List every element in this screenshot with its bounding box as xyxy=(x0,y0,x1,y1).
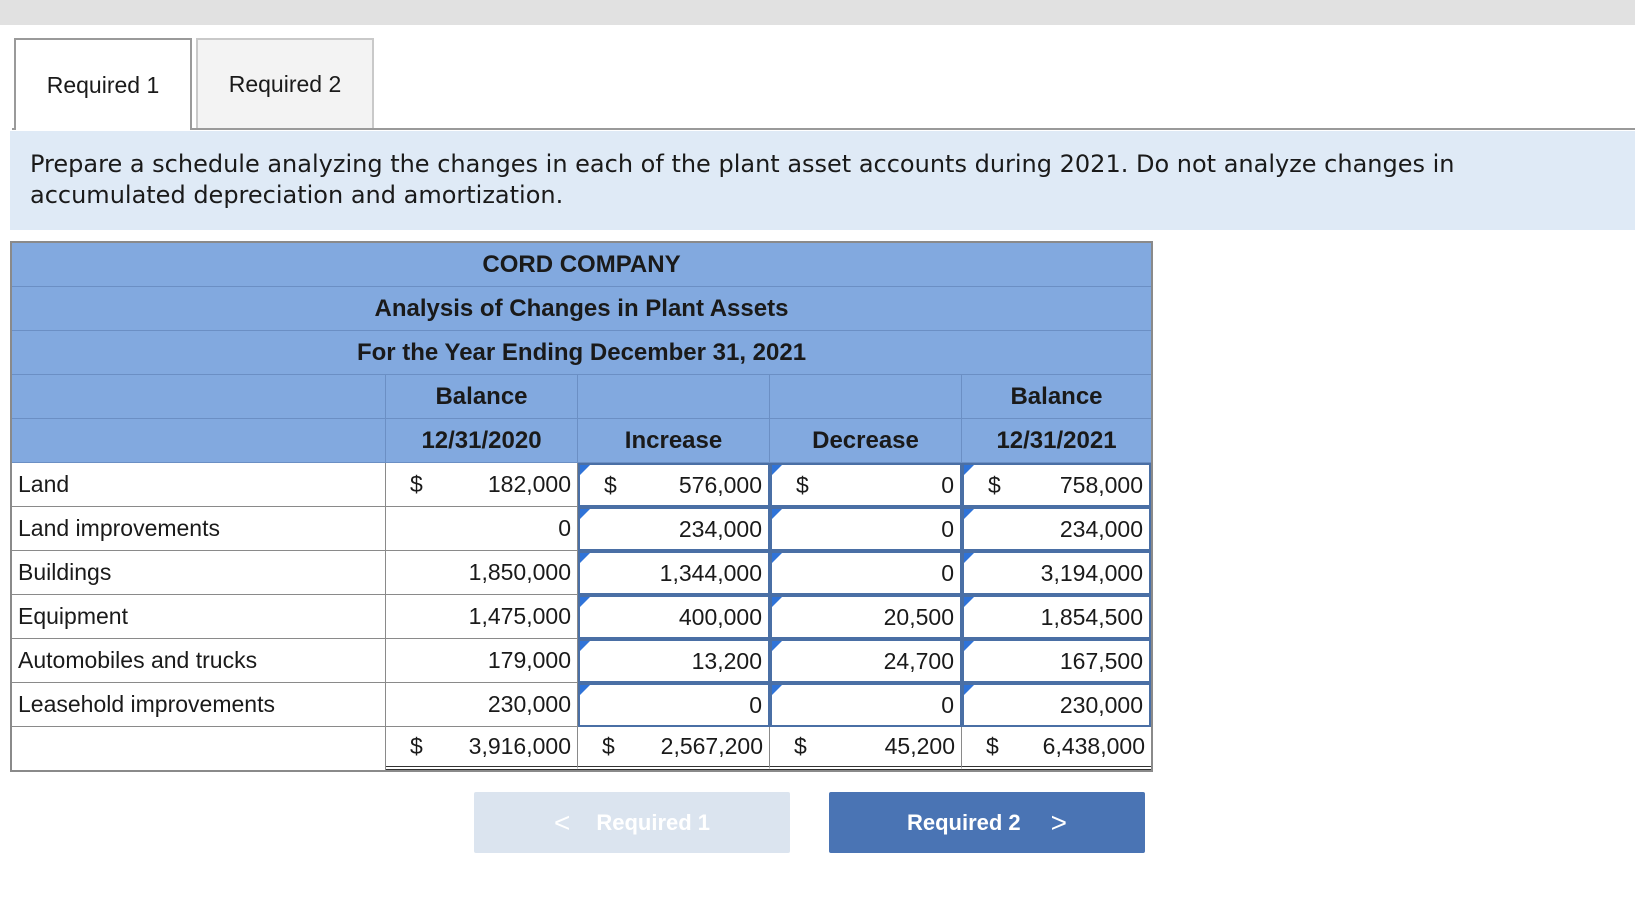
cell-marker-icon xyxy=(580,553,590,563)
currency-symbol: $ xyxy=(410,733,423,759)
total-increase xyxy=(578,727,770,770)
total-balance-2020-value: 3,916,000 xyxy=(468,733,571,759)
decrease-input[interactable] xyxy=(770,507,962,551)
cell-marker-icon xyxy=(772,553,782,563)
cell-marker-icon xyxy=(772,597,782,607)
prev-required-button[interactable] xyxy=(474,792,790,853)
increase-input[interactable] xyxy=(578,639,770,683)
header-balance-2020-top: Balance xyxy=(386,375,578,419)
cell-marker-icon xyxy=(964,553,974,563)
decrease-value: 0 xyxy=(941,691,954,718)
balance-2020-cell xyxy=(386,507,578,551)
schedule-table xyxy=(10,241,1153,772)
balance-2021-input[interactable] xyxy=(962,507,1151,551)
decrease-input[interactable] xyxy=(770,551,962,595)
row-label-equipment: Equipment xyxy=(12,595,386,639)
decrease-value: 0 xyxy=(941,515,954,542)
cell-marker-icon xyxy=(772,465,782,475)
chevron-right-icon: > xyxy=(1050,806,1068,838)
total-balance-2020 xyxy=(386,727,578,770)
next-button-label: Required 2 xyxy=(906,809,1021,835)
decrease-value: 24,700 xyxy=(883,647,954,674)
instruction-text: Prepare a schedule analyzing the changes in each of the plant asset accounts during 2021. Do not analyze changes in accumulated depreciation and amortization. xyxy=(10,131,1635,230)
increase-input[interactable] xyxy=(578,463,770,507)
decrease-value: 0 xyxy=(941,471,954,498)
increase-value: 13,200 xyxy=(691,647,762,674)
balance-2021-value: 3,194,000 xyxy=(1040,559,1143,586)
cell-marker-icon xyxy=(772,509,782,519)
header-label-blank-2 xyxy=(12,419,386,463)
prev-button-label: Required 1 xyxy=(596,809,711,835)
cell-marker-icon xyxy=(964,465,974,475)
header-balance-2021-top: Balance xyxy=(962,375,1151,419)
balance-2020-cell xyxy=(386,639,578,683)
decrease-input[interactable] xyxy=(770,595,962,639)
header-balance-2020: 12/31/2020 xyxy=(386,419,578,463)
currency-symbol: $ xyxy=(602,733,615,759)
balance-2021-input[interactable] xyxy=(962,463,1151,507)
balance-2021-input[interactable] xyxy=(962,551,1151,595)
tab-required-1[interactable]: Required 1 xyxy=(14,38,192,130)
cell-marker-icon xyxy=(580,641,590,651)
balance-2020-value: 1,475,000 xyxy=(468,603,571,629)
next-required-button[interactable] xyxy=(829,792,1145,853)
increase-value: 576,000 xyxy=(678,471,762,498)
schedule-period: For the Year Ending December 31, 2021 xyxy=(12,331,1151,375)
row-label-automobiles-and-trucks: Automobiles and trucks xyxy=(12,639,386,683)
balance-2020-cell xyxy=(386,683,578,727)
total-increase-value: 2,567,200 xyxy=(660,733,763,759)
cell-marker-icon xyxy=(580,685,590,695)
cell-marker-icon xyxy=(964,509,974,519)
currency-symbol: $ xyxy=(794,733,807,759)
balance-2021-value: 167,500 xyxy=(1059,647,1143,674)
balance-2020-cell xyxy=(386,463,578,507)
header-increase-top xyxy=(578,375,770,419)
totals-label-blank xyxy=(12,727,386,770)
header-decrease: Decrease xyxy=(770,419,962,463)
top-bar xyxy=(0,0,1635,25)
balance-2020-value: 182,000 xyxy=(487,471,571,497)
cell-marker-icon xyxy=(964,597,974,607)
row-label-land: Land xyxy=(12,463,386,507)
balance-2020-cell xyxy=(386,595,578,639)
cell-marker-icon xyxy=(772,641,782,651)
cell-marker-icon xyxy=(772,685,782,695)
currency-symbol: $ xyxy=(796,471,809,498)
balance-2021-value: 758,000 xyxy=(1059,471,1143,498)
balance-2020-value: 0 xyxy=(558,515,571,541)
decrease-value: 0 xyxy=(941,559,954,586)
increase-input[interactable] xyxy=(578,683,770,727)
cell-marker-icon xyxy=(964,641,974,651)
header-decrease-top xyxy=(770,375,962,419)
balance-2020-value: 179,000 xyxy=(487,647,571,673)
header-label-blank xyxy=(12,375,386,419)
decrease-input[interactable] xyxy=(770,463,962,507)
decrease-input[interactable] xyxy=(770,683,962,727)
balance-2021-input[interactable] xyxy=(962,683,1151,727)
increase-value: 234,000 xyxy=(678,515,762,542)
increase-value: 400,000 xyxy=(678,603,762,630)
increase-value: 0 xyxy=(749,691,762,718)
total-decrease-value: 45,200 xyxy=(884,733,955,759)
currency-symbol: $ xyxy=(988,471,1001,498)
balance-2021-input[interactable] xyxy=(962,639,1151,683)
cell-marker-icon xyxy=(964,685,974,695)
header-increase: Increase xyxy=(578,419,770,463)
company-name: CORD COMPANY xyxy=(12,243,1151,287)
balance-2021-value: 1,854,500 xyxy=(1040,603,1143,630)
balance-2021-value: 234,000 xyxy=(1059,515,1143,542)
tab-divider xyxy=(12,128,1635,130)
increase-input[interactable] xyxy=(578,507,770,551)
total-balance-2021 xyxy=(962,727,1151,770)
cell-marker-icon xyxy=(580,509,590,519)
decrease-input[interactable] xyxy=(770,639,962,683)
increase-input[interactable] xyxy=(578,595,770,639)
tab-bar xyxy=(0,38,1635,130)
balance-2020-value: 1,850,000 xyxy=(468,559,571,585)
cell-marker-icon xyxy=(580,597,590,607)
row-label-land-improvements: Land improvements xyxy=(12,507,386,551)
decrease-value: 20,500 xyxy=(883,603,954,630)
increase-input[interactable] xyxy=(578,551,770,595)
schedule-title: Analysis of Changes in Plant Assets xyxy=(12,287,1151,331)
balance-2021-value: 230,000 xyxy=(1059,691,1143,718)
total-balance-2021-value: 6,438,000 xyxy=(1042,733,1145,759)
currency-symbol: $ xyxy=(604,471,617,498)
currency-symbol: $ xyxy=(986,733,999,759)
total-decrease xyxy=(770,727,962,770)
header-balance-2021: 12/31/2021 xyxy=(962,419,1151,463)
balance-2021-input[interactable] xyxy=(962,595,1151,639)
currency-symbol: $ xyxy=(410,471,423,497)
balance-2020-cell xyxy=(386,551,578,595)
tab-required-2[interactable]: Required 2 xyxy=(196,38,374,128)
row-label-leasehold-improvements: Leasehold improvements xyxy=(12,683,386,727)
row-label-buildings: Buildings xyxy=(12,551,386,595)
cell-marker-icon xyxy=(580,465,590,475)
increase-value: 1,344,000 xyxy=(659,559,762,586)
chevron-left-icon: < xyxy=(553,806,571,838)
balance-2020-value: 230,000 xyxy=(487,691,571,717)
